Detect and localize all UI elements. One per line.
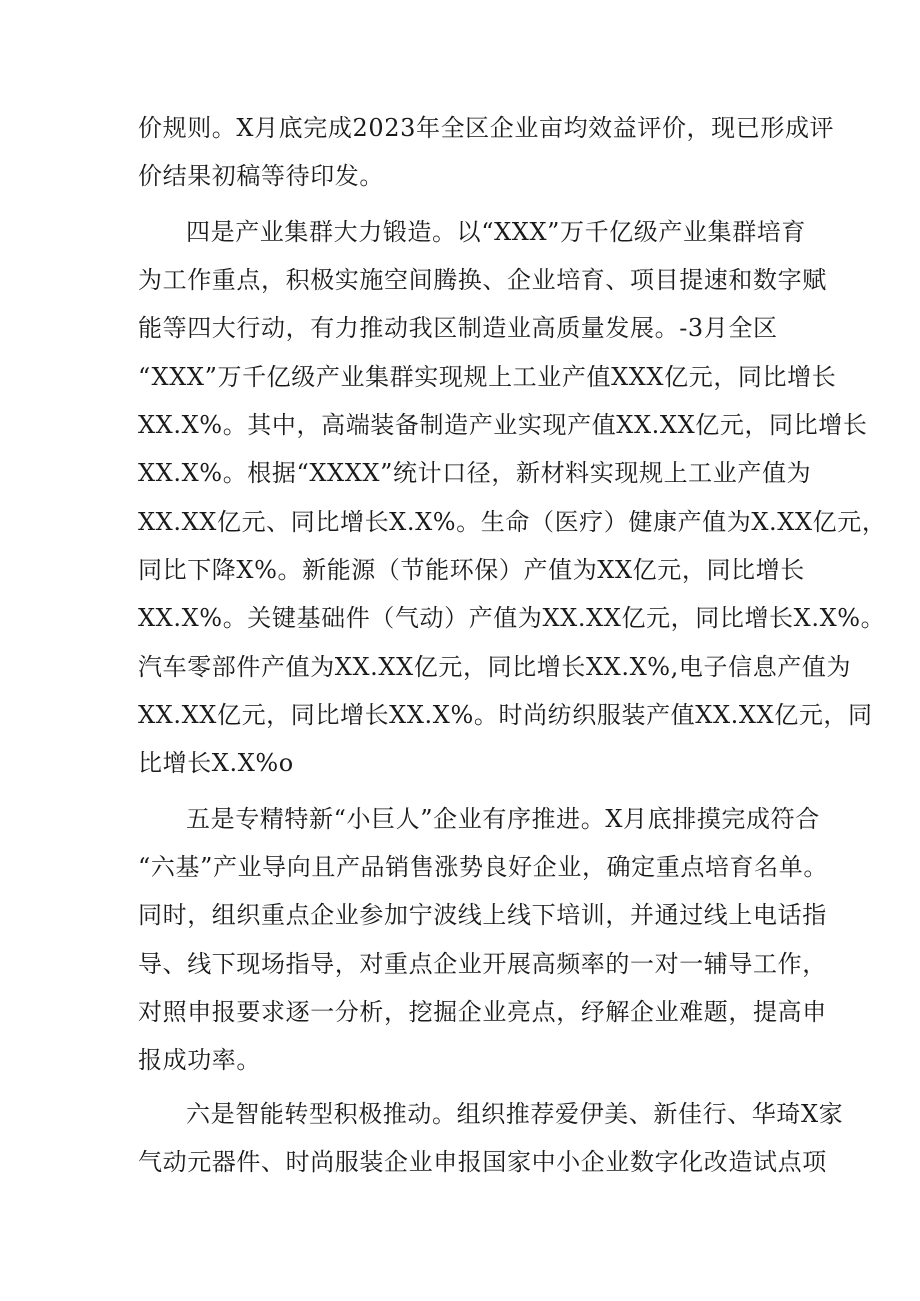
text-line: 同时，组织重点企业参加宁波线上线下培训，并通过线上电话指 xyxy=(138,901,827,929)
paragraph-start-line: 六是智能转型积极推动。组织推荐爱伊美、新佳行、华琦X家 xyxy=(186,1100,844,1128)
text-line: “XXX”万千亿级产业集群实现规上工业产值XXX亿元，同比增长 xyxy=(138,363,837,391)
text-line: 价结果初稿等待印发。 xyxy=(138,162,384,190)
text-line: XX.XX亿元、同比增长X.X%。生命（医疗）健康产值为X.XX亿元， xyxy=(138,508,887,536)
text-line: 比增长X.X%o xyxy=(138,749,294,777)
paragraph-start-line: 四是产业集群大力锻造。以“XXX”万千亿级产业集群培育 xyxy=(186,218,806,246)
text-line: XX.X%。其中，高端装备制造产业实现产值XX.XX亿元，同比增长 xyxy=(138,411,868,439)
text-line: 为工作重点，积极实施空间腾换、企业培育、项目提速和数字赋 xyxy=(138,266,827,294)
paragraph-start-line: 五是专精特新“小巨人”企业有序推进。X月底排摸完成符合 xyxy=(186,805,820,833)
text-line: XX.XX亿元，同比增长XX.X%。时尚纺织服装产值XX.XX亿元，同 xyxy=(138,701,873,729)
text-line: 价规则。X月底完成2023年全区企业亩均效益评价，现已形成评 xyxy=(138,114,835,142)
text-line: 能等四大行动，有力推动我区制造业高质量发展。-3月全区 xyxy=(138,314,778,342)
text-line: 导、线下现场指导，对重点企业开展高频率的一对一辅导工作， xyxy=(138,950,827,978)
text-line: XX.X%。关键基础件（气动）产值为XX.XX亿元，同比增长X.X%。 xyxy=(138,604,886,632)
text-line: 汽车零部件产值为XX.XX亿元，同比增长XX.X%,电子信息产值为 xyxy=(138,653,852,681)
text-line: 同比下降X%。新能源（节能环保）产值为XX亿元，同比增长 xyxy=(138,556,805,584)
text-line: “六基”产业导向且产品销售涨势良好企业，确定重点培育名单。 xyxy=(138,853,828,881)
text-line: 报成功率。 xyxy=(138,1046,261,1074)
text-line: 气动元器件、时尚服装企业申报国家中小企业数字化改造试点项 xyxy=(138,1148,827,1176)
text-line: 对照申报要求逐一分析，挖掘企业亮点，纾解企业难题，提高申 xyxy=(138,998,827,1026)
text-line: XX.X%。根据“XXXX”统计口径，新材料实现规上工业产值为 xyxy=(138,459,812,487)
